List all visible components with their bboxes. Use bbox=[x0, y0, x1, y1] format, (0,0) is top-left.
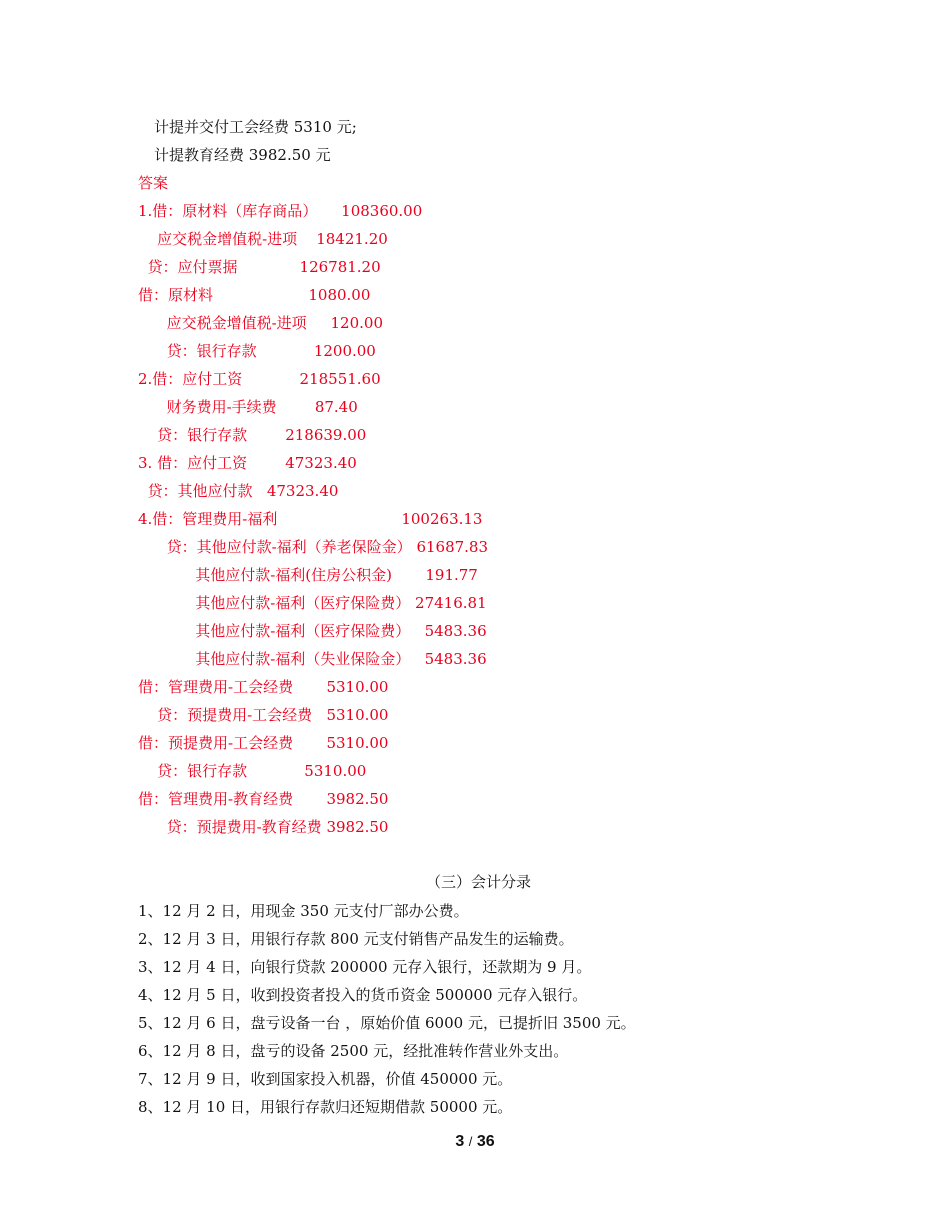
answer-line: 贷：银行存款 1200.00 bbox=[138, 342, 376, 360]
answer-line: 借：管理费用-工会经费 5310.00 bbox=[138, 678, 389, 696]
answer-line: 借：预提费用-工会经费 5310.00 bbox=[138, 734, 389, 752]
answer-line: 贷：预提费用-工会经费 5310.00 bbox=[138, 706, 389, 724]
answer-line: 其他应付款-福利（医疗保险费） 27416.81 bbox=[138, 594, 487, 612]
answer-line: 3. 借：应付工资 47323.40 bbox=[138, 454, 357, 472]
answer-line: 财务费用-手续费 87.40 bbox=[138, 398, 358, 416]
answer-line: 其他应付款-福利（医疗保险费） 5483.36 bbox=[138, 622, 487, 640]
section-title: （三）会计分录 bbox=[426, 873, 532, 891]
answer-line: 贷：其他应付款 47323.40 bbox=[138, 482, 339, 500]
answer-line: 应交税金增值税-进项 18421.20 bbox=[138, 230, 388, 248]
section-item: 3、12 月 4 日，向银行贷款 200000 元存入银行，还款期为 9 月。 bbox=[138, 958, 592, 976]
answer-line: 借：原材料 1080.00 bbox=[138, 286, 371, 304]
section-item: 6、12 月 8 日，盘亏的设备 2500 元，经批准转作营业外支出。 bbox=[138, 1042, 569, 1060]
answer-heading: 答案 bbox=[138, 174, 169, 192]
intro-line-1: 计提并交付工会经费 5310 元; bbox=[154, 118, 357, 136]
answer-line: 贷：其他应付款-福利（养老保险金） 61687.83 bbox=[138, 538, 489, 556]
answer-line: 其他应付款-福利(住房公积金) 191.77 bbox=[138, 566, 478, 584]
section-item: 4、12 月 5 日，收到投资者投入的货币资金 500000 元存入银行。 bbox=[138, 986, 588, 1004]
page-current: 3 bbox=[455, 1133, 465, 1150]
page-separator: / bbox=[468, 1134, 473, 1149]
answer-line: 贷：预提费用-教育经费 3982.50 bbox=[138, 818, 389, 836]
page-total: 36 bbox=[476, 1133, 495, 1150]
answer-line: 2.借：应付工资 218551.60 bbox=[138, 370, 381, 388]
page-number bbox=[0, 1133, 950, 1151]
answer-line: 1.借：原材料（库存商品） 108360.00 bbox=[138, 202, 423, 220]
answer-line: 贷：应付票据 126781.20 bbox=[138, 258, 381, 276]
answer-line: 4.借：管理费用-福利 100263.13 bbox=[138, 510, 483, 528]
intro-line-2: 计提教育经费 3982.50 元 bbox=[154, 146, 331, 164]
answer-line: 应交税金增值税-进项 120.00 bbox=[138, 314, 384, 332]
section-item: 2、12 月 3 日，用银行存款 800 元支付销售产品发生的运输费。 bbox=[138, 930, 574, 948]
answer-line: 借：管理费用-教育经费 3982.50 bbox=[138, 790, 389, 808]
answer-line: 贷：银行存款 5310.00 bbox=[138, 762, 367, 780]
section-item: 7、12 月 9 日，收到国家投入机器，价值 450000 元。 bbox=[138, 1070, 513, 1088]
section-item: 8、12 月 10 日，用银行存款归还短期借款 50000 元。 bbox=[138, 1098, 513, 1116]
answer-line: 其他应付款-福利（失业保险金） 5483.36 bbox=[138, 650, 487, 668]
section-item: 5、12 月 6 日，盘亏设备一台 ，原始价值 6000 元，已提折旧 3500 元。 bbox=[138, 1014, 636, 1032]
section-item: 1、12 月 2 日，用现金 350 元支付厂部办公费。 bbox=[138, 902, 469, 920]
answer-line: 贷：银行存款 218639.00 bbox=[138, 426, 367, 444]
